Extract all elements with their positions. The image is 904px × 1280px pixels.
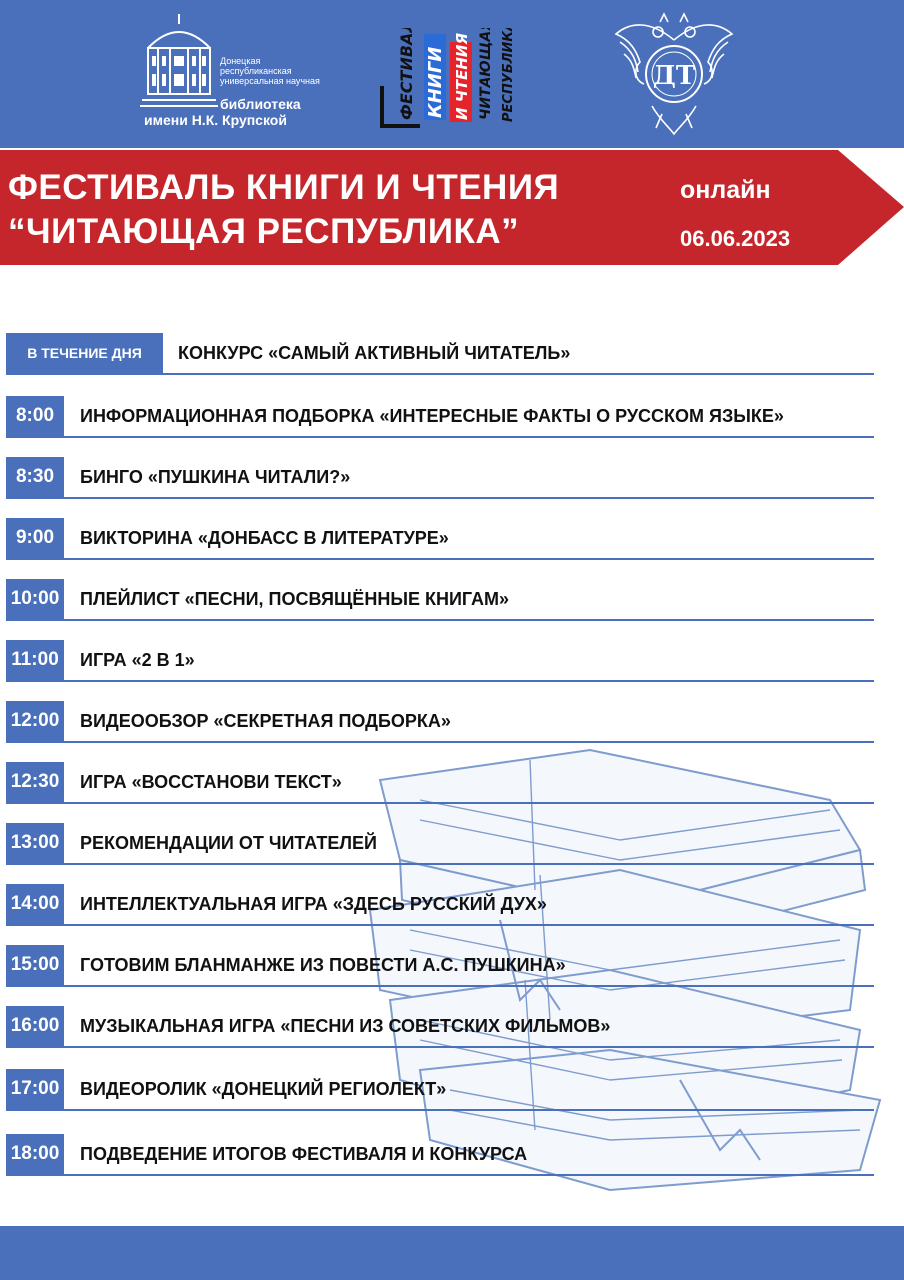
schedule-event: БИНГО «ПУШКИНА ЧИТАЛИ?»	[80, 467, 351, 487]
fest-logo-word1: ФЕСТИВАЛЬ	[397, 28, 416, 120]
schedule-time: 11:00	[6, 640, 64, 680]
schedule-row	[6, 579, 874, 621]
fest-logo-word5: РЕСПУБЛИКА	[501, 28, 516, 122]
schedule-row	[6, 333, 874, 375]
schedule-row	[6, 518, 874, 560]
schedule-event: ИНФОРМАЦИОННАЯ ПОДБОРКА «ИНТЕРЕСНЫЕ ФАКТЫ О РУССКОМ ЯЗЫКЕ»	[80, 406, 784, 426]
schedule-row	[6, 945, 874, 987]
schedule-time: 14:00	[6, 884, 64, 924]
schedule-event: КОНКУРС «САМЫЙ АКТИВНЫЙ ЧИТАТЕЛЬ»	[178, 343, 571, 363]
schedule-row	[6, 1134, 874, 1176]
schedule-time: 12:30	[6, 762, 64, 802]
schedule-row	[6, 396, 874, 438]
schedule-event: ГОТОВИМ БЛАНМАНЖЕ ИЗ ПОВЕСТИ А.С. ПУШКИНА»	[80, 955, 566, 975]
schedule-row	[6, 1069, 874, 1111]
schedule-time: 12:00	[6, 701, 64, 741]
schedule-time: 18:00	[6, 1134, 64, 1174]
banner-date: 06.06.2023	[680, 226, 791, 251]
fest-logo-word3: И ЧТЕНИЯ	[453, 32, 471, 120]
schedule-time: 8:00	[6, 396, 64, 436]
fest-logo-word4: ЧИТАЮЩАЯ	[478, 28, 494, 120]
schedule-time: 8:30	[6, 457, 64, 497]
banner-online-label: онлайн	[680, 176, 771, 204]
schedule-event: МУЗЫКАЛЬНАЯ ИГРА «ПЕСНИ ИЗ СОВЕТСКИХ ФИЛЬМОВ»	[80, 1016, 611, 1036]
banner-title-line2: “ЧИТАЮЩАЯ РЕСПУБЛИКА”	[8, 212, 520, 251]
schedule-event: ИГРА «ВОССТАНОВИ ТЕКСТ»	[80, 772, 342, 792]
library-word: библиотека	[220, 96, 301, 112]
schedule-time: 16:00	[6, 1006, 64, 1046]
schedule-row	[6, 457, 874, 499]
schedule-row	[6, 823, 874, 865]
library-name: имени Н.К. Крупской	[144, 112, 287, 128]
schedule-row	[6, 701, 874, 743]
svg-text:ДТ: ДТ	[652, 61, 696, 91]
schedule-time: 17:00	[6, 1069, 64, 1109]
schedule-time: 13:00	[6, 823, 64, 863]
schedule-time: 15:00	[6, 945, 64, 985]
schedule-event: ИНТЕЛЛЕКТУАЛЬНАЯ ИГРА «ЗДЕСЬ РУССКИЙ ДУХ»	[80, 894, 547, 914]
schedule-event: ВИКТОРИНА «ДОНБАСС В ЛИТЕРАТУРЕ»	[80, 528, 449, 548]
banner-title-line1: ФЕСТИВАЛЬ КНИГИ И ЧТЕНИЯ	[8, 168, 560, 207]
schedule-event: ВИДЕООБЗОР «СЕКРЕТНАЯ ПОДБОРКА»	[80, 711, 451, 731]
schedule-event: ИГРА «2 В 1»	[80, 650, 195, 670]
schedule-time: 9:00	[6, 518, 64, 558]
library-caption: Донецкая республиканская универсальная научная	[220, 56, 320, 86]
schedule-row	[6, 640, 874, 682]
schedule-time: 10:00	[6, 579, 64, 619]
fest-logo-word2: КНИГИ	[425, 46, 446, 118]
schedule-row	[6, 884, 874, 926]
schedule-event: ПЛЕЙЛИСТ «ПЕСНИ, ПОСВЯЩЁННЫЕ КНИГАМ»	[80, 589, 509, 609]
schedule-row	[6, 762, 874, 804]
schedule-event: ВИДЕОРОЛИК «ДОНЕЦКИЙ РЕГИОЛЕКТ»	[80, 1079, 447, 1099]
footer-bar	[0, 1226, 904, 1280]
schedule-event: РЕКОМЕНДАЦИИ ОТ ЧИТАТЕЛЕЙ	[80, 833, 377, 853]
schedule-row	[6, 1006, 874, 1048]
schedule-event: ПОДВЕДЕНИЕ ИТОГОВ ФЕСТИВАЛЯ И КОНКУРСА	[80, 1144, 528, 1164]
schedule-time: В ТЕЧЕНИЕ ДНЯ	[6, 333, 163, 373]
